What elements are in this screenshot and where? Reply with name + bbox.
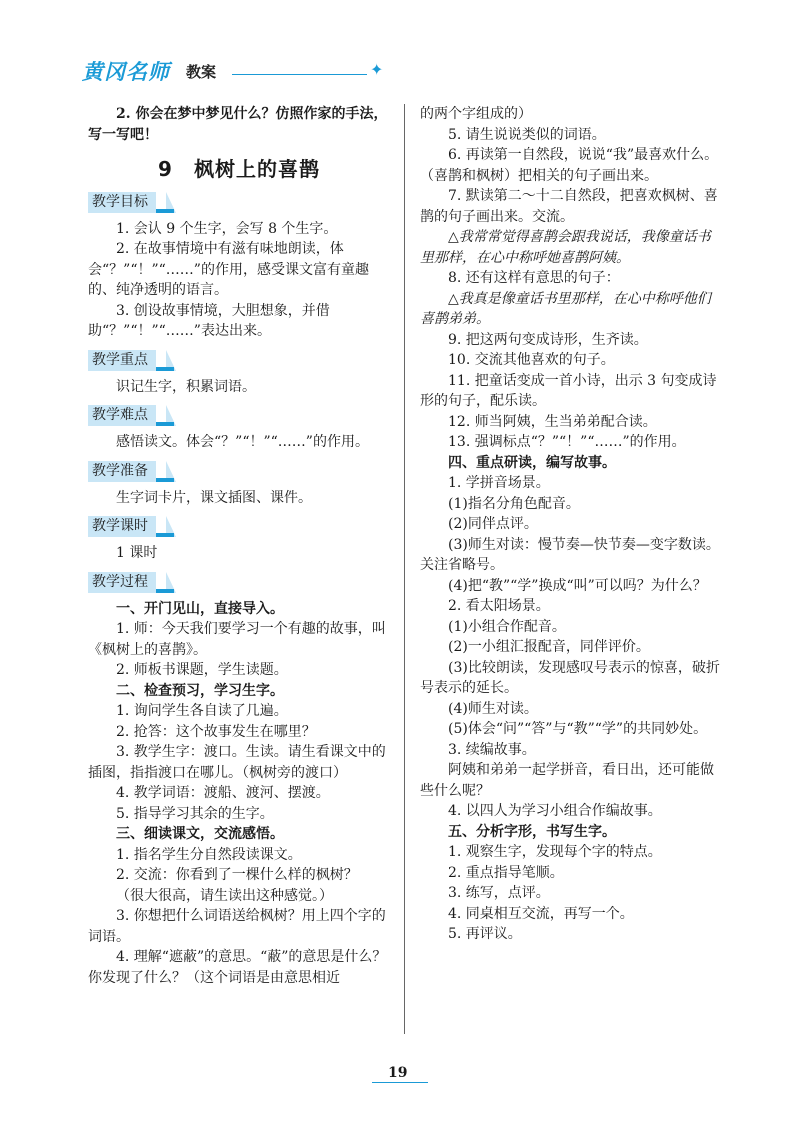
section-label: 教学过程	[88, 572, 156, 593]
step-item: (5)体会“问”“答”与“教”“学”的共同妙处。	[448, 721, 708, 737]
step-item: (1)指名分角色配音。	[448, 495, 580, 512]
step-item: 4. 教学词语：渡船、渡河、摆渡。	[116, 785, 330, 801]
step-heading: 四、重点研读，编写故事。	[448, 454, 616, 471]
step-item: 2. 师板书课题，学生读题。	[116, 662, 288, 678]
brand-logo: 黄冈名师	[82, 60, 170, 84]
step-item: (4)把“教”“学”换成“叫”可以吗？为什么？	[448, 577, 707, 594]
step-item: 3. 你想把什么词语送给枫树？用上四个字的词语。	[88, 908, 386, 945]
section-label: 教学课时	[88, 516, 156, 537]
step-item: 11. 把童话变成一首小诗，出示 3 句变成诗形的句子，配乐读。	[420, 372, 717, 409]
section-head-difficulty	[88, 405, 390, 427]
section-head-goals	[88, 192, 390, 214]
step-item: 阿姨和弟弟一起学拼音，看日出，还可能做些什么呢？	[420, 762, 714, 799]
step-item: 5. 请生说说类似的词语。	[448, 126, 606, 143]
page-number-rule	[372, 1082, 428, 1083]
goal-item: 3. 创设故事情境，大胆想象，并借助“？”“！”“……”表达出来。	[88, 302, 330, 339]
step-item: 2. 看太阳场景。	[448, 598, 550, 614]
step-item: 1. 询问学生各自读了几遍。	[116, 703, 288, 719]
right-column	[420, 104, 720, 945]
key-points-text: 识记生字，积累词语。	[116, 378, 256, 395]
step-item: 7. 默读第二～十二自然段，把喜欢枫树、喜鹊的句子画出来。交流。	[420, 188, 718, 225]
step-item: 3. 教学生字：渡口。生读。请生看课文中的插图，指指渡口在哪儿。（枫树旁的渡口）	[88, 744, 386, 781]
step-item: 2. 交流：你看到了一棵什么样的枫树？	[116, 867, 358, 883]
brand-subtitle: 教案	[186, 63, 217, 81]
step-item: 4. 以四人为学习小组合作编故事。	[448, 803, 662, 819]
section-label: 教学目标	[88, 192, 156, 213]
step-item: 2. 重点指导笔顺。	[448, 864, 564, 881]
step-item: (2)同伴点评。	[448, 516, 538, 532]
step-item: 8. 还有这样有意思的句子：	[448, 270, 620, 286]
step-item: (1)小组合作配音。	[448, 618, 566, 635]
step-item: 2. 抢答：这个故事发生在哪里？	[116, 723, 316, 740]
step-item: (2)一小组汇报配音，同伴评价。	[448, 639, 650, 655]
section-head-preparation	[88, 461, 390, 483]
step-heading: 二、检查预习，学习生字。	[116, 682, 284, 699]
goal-item: 2. 在故事情境中有滋有味地朗读，体会“？”“！”“……”的作用，感受课文富有童趣的、纯净透明的语言。	[88, 241, 369, 298]
section-head-key	[88, 350, 390, 372]
step-item: (3)师生对读：慢节奏—快节奏—变字数读。关注省略号。	[420, 536, 720, 573]
step-item: 1. 学拼音场景。	[448, 475, 550, 491]
step-heading: 五、分析字形，书写生字。	[448, 823, 616, 840]
step-note: （很大很高，请生读出这种感觉。）	[116, 887, 333, 904]
page-header	[82, 56, 642, 96]
quoted-sentence: △我真是像童话书里那样，在心中称呼他们喜鹊弟弟。	[420, 290, 711, 327]
step-item: 5. 指导学习其余的生字。	[116, 805, 274, 822]
step-item: 9. 把这两句变成诗形，生齐读。	[448, 331, 648, 348]
step-item: 4. 理解“遮蔽”的意思。“蔽”的意思是什么？你发现了什么？（这个词语是由意思相近	[88, 949, 387, 986]
step-item: (4)师生对读。	[448, 700, 538, 717]
page-number: 19	[388, 1065, 408, 1081]
step-item: 3. 练写，点评。	[448, 885, 550, 901]
hours-text: 1 课时	[116, 545, 158, 561]
header-rule	[232, 74, 367, 75]
step-item: 4. 同桌相互交流，再写一个。	[448, 905, 634, 922]
step-item: (3)比较朗读，发现感叹号表示的惊喜，破折号表示的延长。	[420, 659, 720, 696]
difficulty-text: 感悟读文。体会“？”“！”“……”的作用。	[116, 434, 369, 450]
continued-text: 的两个字组成的）	[420, 106, 532, 122]
step-item: 10. 交流其他喜欢的句子。	[448, 352, 615, 368]
step-item: 1. 指名学生分自然段读课文。	[116, 846, 302, 863]
section-head-hours	[88, 516, 390, 538]
step-item: 5. 再评议。	[448, 926, 522, 942]
left-column	[88, 104, 390, 988]
goal-item: 1. 会认 9 个生字，会写 8 个生字。	[116, 220, 338, 237]
step-item: 6. 再读第一自然段，说说“我”最喜欢什么。（喜鹊和枫树）把相关的句子画出来。	[420, 147, 719, 184]
step-item: 13. 强调标点“？”“！”“……”的作用。	[448, 434, 686, 450]
section-label: 教学重点	[88, 350, 156, 371]
preparation-text: 生字词卡片，课文插图、课件。	[116, 489, 312, 506]
column-divider	[404, 104, 405, 1034]
step-item: 1. 师：今天我们要学习一个有趣的故事，叫《枫树上的喜鹊》。	[88, 621, 386, 658]
star-icon: ✦	[370, 60, 384, 79]
step-item: 12. 师当阿姨，生当弟弟配合读。	[448, 413, 657, 430]
section-head-process	[88, 572, 390, 594]
section-label: 教学准备	[88, 461, 156, 482]
step-heading: 一、开门见山，直接导入。	[116, 600, 284, 617]
step-item: 3. 续编故事。	[448, 741, 536, 758]
lesson-title: 9 枫树上的喜鹊	[158, 157, 320, 181]
section-label: 教学难点	[88, 405, 156, 426]
intro-paragraph: 2. 你会在梦中梦见什么？仿照作家的手法，写一写吧！	[88, 106, 388, 143]
step-item: 1. 观察生字，发现每个字的特点。	[448, 844, 662, 860]
quoted-sentence: △我常常觉得喜鹊会跟我说话，我像童话书里那样，在心中称呼她喜鹊阿姨。	[420, 229, 711, 266]
step-heading: 三、细读课文，交流感悟。	[116, 826, 284, 842]
